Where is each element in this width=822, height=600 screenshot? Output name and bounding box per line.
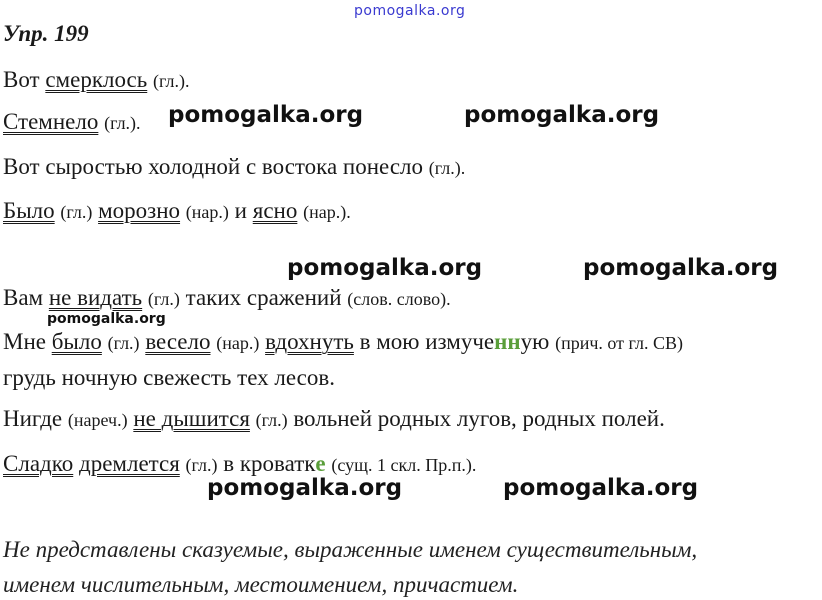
predicate: весело	[145, 329, 211, 354]
header-watermark: pomogalka.org	[354, 3, 466, 19]
predicate: дремлется	[79, 451, 180, 476]
watermark: pomogalka.org	[503, 475, 699, 501]
tag: (нар.).	[303, 202, 351, 222]
highlight-letters: нн	[494, 329, 521, 354]
note-line-2: именем числительным, местоимением, причастием.	[3, 572, 519, 597]
tag: (нар.)	[216, 333, 260, 353]
text	[223, 451, 325, 476]
sentence-8	[3, 405, 665, 434]
sentence-4	[3, 197, 351, 226]
sentence-7	[3, 364, 335, 392]
sentence-5	[3, 284, 451, 313]
tag: (гл.)	[107, 333, 140, 353]
predicate: не дышится	[133, 406, 250, 431]
text: вольней родных лугов, родных полей.	[293, 406, 665, 431]
text: грудь ночную свежесть тех лесов.	[3, 365, 335, 390]
tag: (гл.).	[104, 113, 141, 133]
text: Вот сыростью холодной с востока понесло	[3, 154, 424, 179]
predicate: Было	[3, 198, 55, 223]
tag: (прич. от гл. СВ)	[555, 333, 683, 353]
watermark: pomogalka.org	[47, 311, 166, 327]
note-line-1: Не представлены сказуемые, выраженные именем существительным,	[3, 537, 698, 562]
word: Мне	[3, 329, 46, 354]
exercise-title: Упр. 199	[3, 21, 89, 46]
watermark: pomogalka.org	[583, 255, 779, 281]
tag: (слов. слово).	[347, 289, 451, 309]
tag: (гл.)	[185, 455, 218, 475]
watermark: pomogalka.org	[464, 102, 660, 128]
predicate: вдохнуть	[265, 329, 354, 354]
predicate: было	[51, 329, 102, 354]
text-part: ую	[520, 329, 550, 354]
word: Вот	[3, 67, 40, 92]
predicate: смерклось	[45, 67, 148, 92]
watermark: pomogalka.org	[287, 255, 483, 281]
sentence-6	[3, 328, 683, 357]
watermark: pomogalka.org	[207, 475, 403, 501]
watermark: pomogalka.org	[168, 102, 364, 128]
text: таких сражений	[185, 285, 342, 310]
word: Вам	[3, 285, 44, 310]
tag: (нареч.)	[67, 410, 128, 430]
text-part: в кроватк	[223, 451, 316, 476]
sentence-2	[3, 108, 141, 137]
tag: (нар.)	[185, 202, 229, 222]
word: Нигде	[3, 406, 63, 431]
tag: (гл.)	[147, 289, 180, 309]
tag: (сущ. 1 скл. Пр.п.).	[331, 455, 477, 475]
tag: (гл.)	[255, 410, 288, 430]
tag: (гл.).	[428, 158, 466, 178]
word: и	[234, 198, 247, 223]
text	[360, 329, 550, 354]
predicate: Стемнело	[3, 109, 99, 134]
tag: (гл.)	[60, 202, 93, 222]
text-part: в мою измуче	[359, 329, 495, 354]
sentence-3	[3, 153, 465, 182]
highlight-letter: е	[315, 451, 326, 476]
sentence-1	[3, 66, 189, 95]
predicate: Сладко	[3, 451, 74, 476]
tag: (гл.).	[153, 71, 190, 91]
predicate: морозно	[98, 198, 181, 223]
predicate: ясно	[252, 198, 298, 223]
predicate: не видать	[48, 285, 143, 310]
